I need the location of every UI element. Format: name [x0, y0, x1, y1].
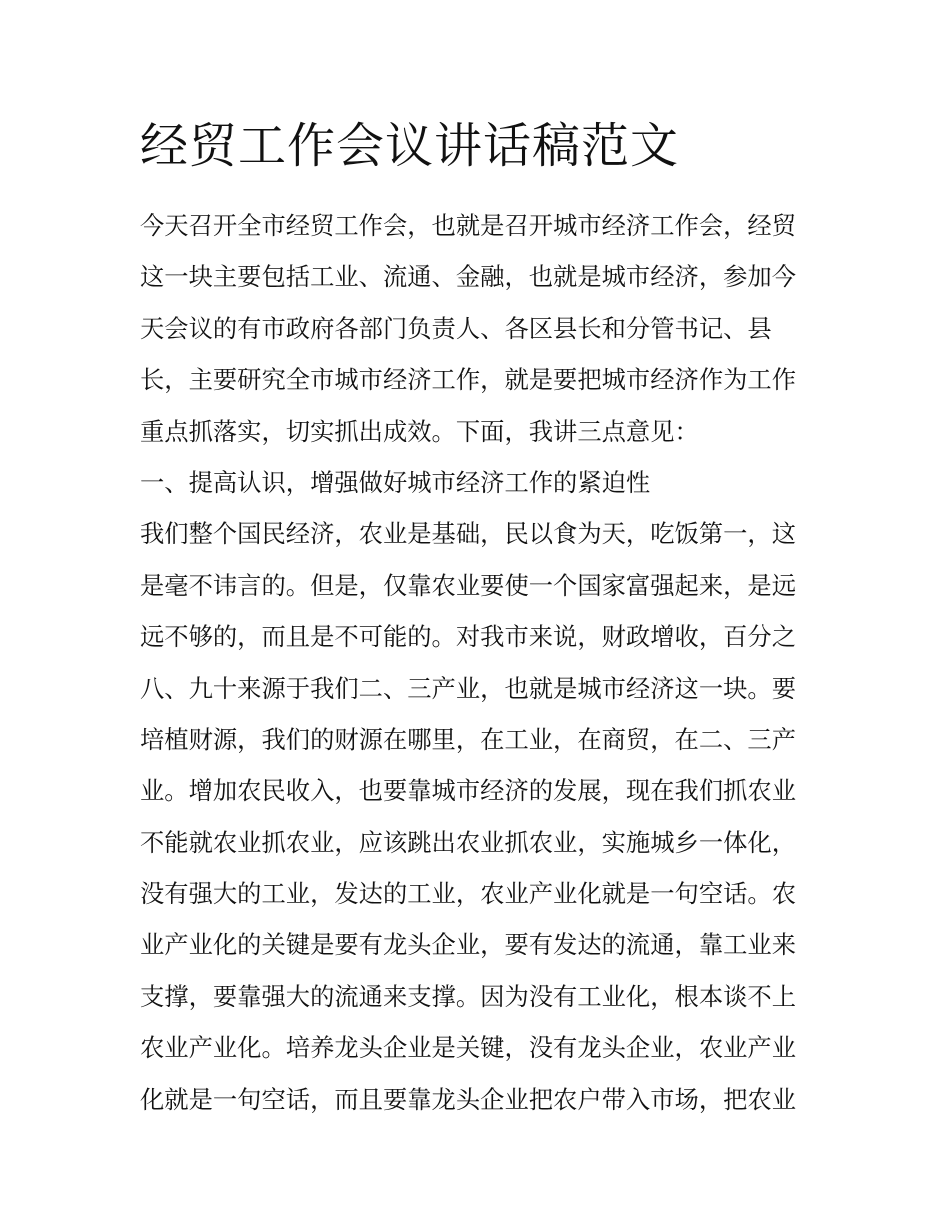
body-line: 远不够的，而且是不可能的。对我市来说，财政增收，百分之 [140, 622, 797, 652]
body-line: 今天召开全市经贸工作会，也就是召开城市经济工作会，经贸 [140, 211, 797, 240]
body-line: 长，主要研究全市城市经济工作，就是要把城市经济作为工作 [140, 365, 797, 395]
body-line: 化就是一句空话，而且要靠龙头企业把农户带入市场，把农业 [140, 1084, 797, 1114]
body-line: 业产业化的关键是要有龙头企业，要有发达的流通，靠工业来 [140, 930, 797, 960]
body-line: 我们整个国民经济，农业是基础，民以食为天，吃饭第一，这 [140, 519, 797, 549]
document-title: 经贸工作会议讲话稿范文 [140, 118, 680, 174]
document-body [140, 200, 820, 1125]
body-line: 农业产业化。培养龙头企业是关键，没有龙头企业，农业产业 [140, 1033, 797, 1063]
section-heading: 一、提高认识，增强做好城市经济工作的紧迫性 [140, 467, 651, 497]
body-line: 这一块主要包括工业、流通、金融，也就是城市经济，参加今 [140, 262, 797, 292]
body-line: 业。增加农民收入，也要靠城市经济的发展，现在我们抓农业 [140, 776, 797, 806]
body-line: 没有强大的工业，发达的工业，农业产业化就是一句空话。农 [140, 879, 797, 909]
body-line: 支撑，要靠强大的流通来支撑。因为没有工业化，根本谈不上 [140, 981, 797, 1011]
body-line: 重点抓落实，切实抓出成效。下面，我讲三点意见： [140, 416, 699, 446]
body-line: 八、九十来源于我们二、三产业，也就是城市经济这一块。要 [140, 673, 797, 703]
body-line: 是毫不讳言的。但是，仅靠农业要使一个国家富强起来，是远 [140, 570, 797, 600]
body-line: 培植财源，我们的财源在哪里，在工业，在商贸，在二、三产 [140, 724, 797, 754]
body-line: 天会议的有市政府各部门负责人、各区县长和分管书记、县 [140, 313, 772, 343]
body-line: 不能就农业抓农业，应该跳出农业抓农业，实施城乡一体化， [140, 827, 797, 857]
